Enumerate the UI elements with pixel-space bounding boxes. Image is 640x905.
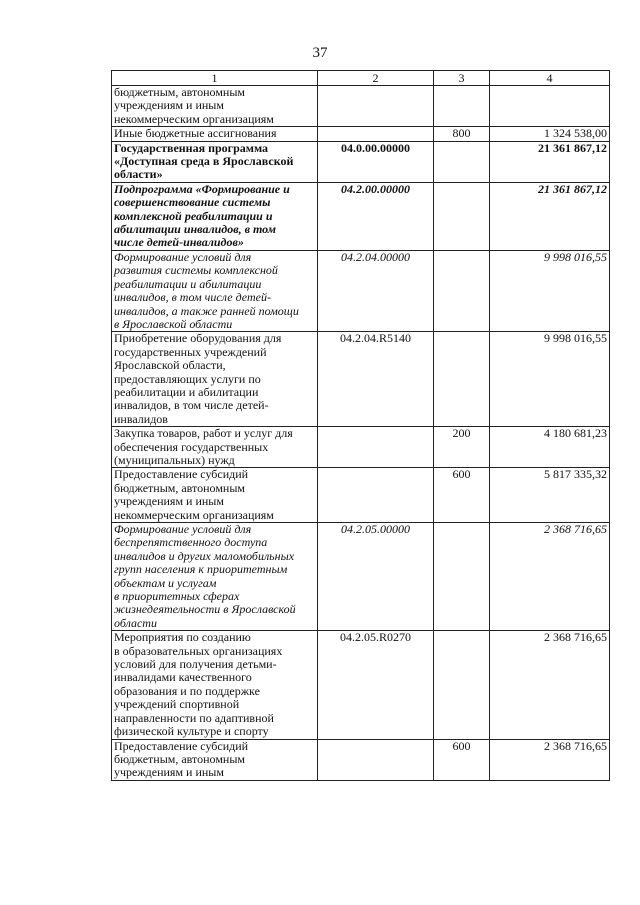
table-row [112,631,610,739]
row-description-text: Приобретение оборудования для государственных учреждений Ярославской области, предоставляющих услуги по реабилитации и абилитации инвалидов, в том числе детей- инвалидов [114,331,282,426]
row-description-text: Предоставление субсидий бюджетным, автономным учреждениям и иным [114,738,249,780]
row-code: 04.2.04.R5140 [318,332,434,427]
row-description [112,739,318,780]
row-description-text: Подпрограмма «Формирование и совершенствование системы комплексной реабилитации и абилитации инвалидов, в том числе детей-инвалидов» [114,181,290,250]
row-amount: 21 361 867,12 [490,141,610,182]
row-amount: 9 998 016,55 [490,250,610,331]
row-expense-type [434,332,490,427]
column-header-1: 1 [112,71,318,86]
row-expense-type [434,523,490,631]
row-amount [490,86,610,127]
table-row [112,427,610,468]
row-description-text: бюджетным, автономным учреждениям и иным некоммерческим организациям [114,85,274,126]
row-description [112,468,318,523]
row-code [318,427,434,468]
row-amount: 5 817 335,32 [490,468,610,523]
row-description [112,523,318,631]
row-amount: 1 324 538,00 [490,127,610,141]
row-description [112,250,318,331]
row-description [112,182,318,250]
row-expense-type: 600 [434,468,490,523]
row-description-text: Иные бюджетные ассигнования [114,126,277,141]
row-expense-type [434,86,490,127]
row-description-text: Формирование условий для развития системы комплексной реабилитации и абилитации инвалидов, в том числе детей- инвалидов, а также ранней помощи в Ярославской области [114,249,299,331]
table-row [112,141,610,182]
table-header-row [112,71,610,86]
row-code [318,127,434,141]
row-amount: 2 368 716,65 [490,631,610,739]
row-code: 04.2.04.00000 [318,250,434,331]
row-code [318,739,434,780]
row-code [318,468,434,523]
table-row [112,182,610,250]
row-code: 04.0.00.00000 [318,141,434,182]
table-row [112,523,610,631]
row-code [318,86,434,127]
column-header-3: 3 [434,71,490,86]
row-expense-type [434,250,490,331]
row-description [112,332,318,427]
row-description [112,631,318,739]
row-amount: 4 180 681,23 [490,427,610,468]
row-description-text: Формирование условий для беспрепятственного доступа инвалидов и других маломобильных групп населения к приоритетным объектам и услугам в приоритетных сферах жизнедеятельности в Ярославской области [114,522,296,630]
table-row [112,250,610,331]
row-description [112,141,318,182]
row-expense-type: 800 [434,127,490,141]
page-number: 37 [312,45,328,61]
row-amount: 2 368 716,65 [490,523,610,631]
row-description-text: Мероприятия по созданию в образовательных организациях условий для получения детьми- инвалидами качественного образования и по поддержке учреждений спортивной направленности по адаптивной физической культуре и спорту [114,630,283,739]
table-row [112,86,610,127]
row-description [112,127,318,141]
table-row [112,332,610,427]
column-header-4: 4 [490,71,610,86]
table-row [112,127,610,141]
row-expense-type [434,141,490,182]
row-code: 04.2.05.R0270 [318,631,434,739]
row-expense-type [434,182,490,250]
budget-table [111,70,610,781]
row-amount: 21 361 867,12 [490,182,610,250]
table-row [112,739,610,780]
row-amount: 9 998 016,55 [490,332,610,427]
row-description-text: Государственная программа «Доступная среда в Ярославской области» [114,140,294,182]
row-code: 04.2.00.00000 [318,182,434,250]
row-amount: 2 368 716,65 [490,739,610,780]
row-description-text: Предоставление субсидий бюджетным, автономным учреждениям и иным некоммерческим организациям [114,467,274,522]
row-description-text: Закупка товаров, работ и услуг для обеспечения государственных (муниципальных) нужд [114,426,293,467]
row-description [112,86,318,127]
row-expense-type: 200 [434,427,490,468]
row-description [112,427,318,468]
table-row [112,468,610,523]
row-expense-type [434,631,490,739]
row-code: 04.2.05.00000 [318,523,434,631]
row-expense-type: 600 [434,739,490,780]
column-header-2: 2 [318,71,434,86]
